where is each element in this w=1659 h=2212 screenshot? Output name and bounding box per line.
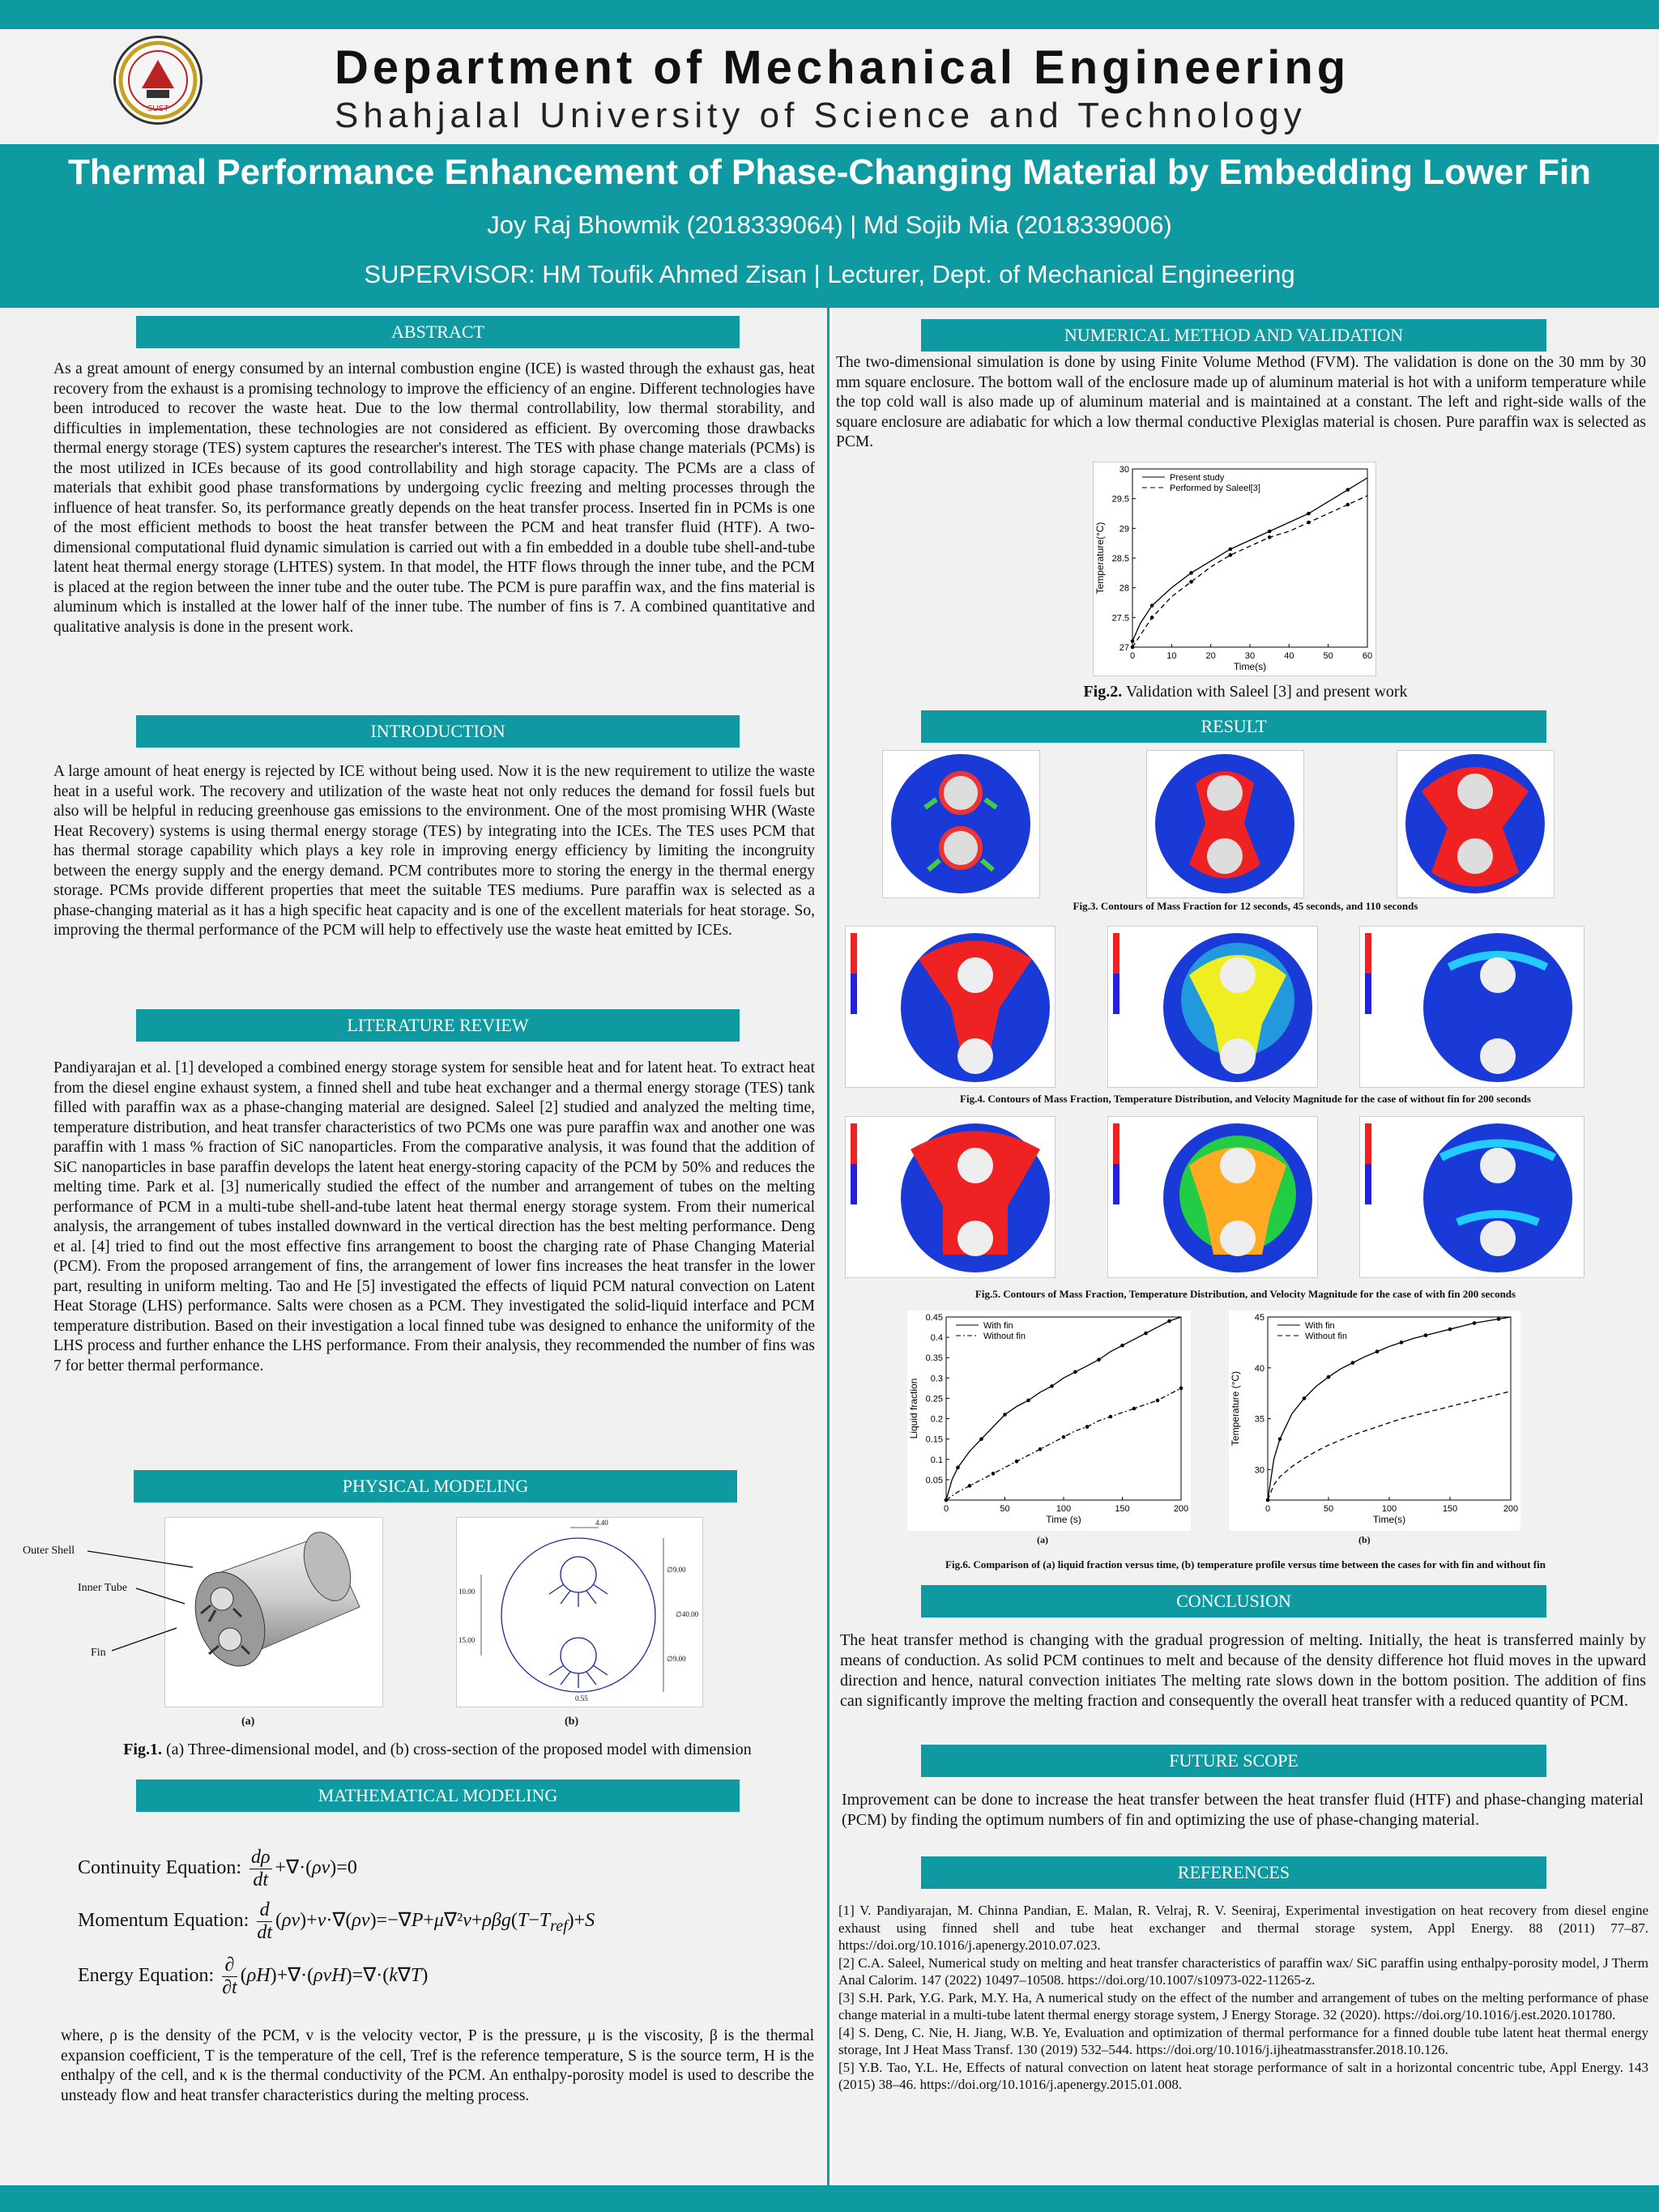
data-point	[1073, 1370, 1077, 1375]
data-point	[1229, 548, 1233, 552]
dim-r2: ∅40.00	[676, 1610, 699, 1618]
label-inner-tube: Inner Tube	[78, 1582, 128, 1594]
bottom-accent-bar	[0, 2185, 1659, 2212]
plot-frame	[1268, 1317, 1511, 1500]
university-logo	[113, 36, 203, 125]
fig5-mass-fraction	[845, 1116, 1056, 1278]
data-point	[1424, 1333, 1428, 1337]
fig3-contour-45s	[1146, 750, 1304, 898]
x-tick-label: 10	[1166, 651, 1177, 661]
fig6a-chart	[907, 1311, 1191, 1531]
x-tick-label: 150	[1115, 1504, 1130, 1514]
fig6a-sublabel: (a)	[1037, 1534, 1048, 1545]
dim-l2: 15.00	[458, 1636, 476, 1644]
references-list	[838, 1902, 1648, 2094]
data-point	[1026, 1399, 1030, 1403]
fig1-caption-label: Fig.1.	[123, 1741, 162, 1758]
fig1-caption	[41, 1741, 834, 1759]
y-tick-label: 0.15	[925, 1434, 943, 1445]
x-tick-label: 0	[1265, 1504, 1271, 1514]
fig3-contour-110s	[1397, 750, 1555, 898]
introduction-text: A large amount of heat energy is rejected by ICE without being used. Now it is the new requirement to utilize the waste heat in a useful work. The recovery and utilization of the waste heat not only reduces the demand for fossil fuels but also will be helpful in reducing greenhouse gas emissions to the environment. One of the most promising WHR (Waste Heat Recovery) systems is using thermal energy storage (TES) by integrating into the ICEs. The TES uses PCM that has thermal storage capability which plays a key role in improving energy efficiency by limiting the incongruity between the energy supply and the energy demand. PCM contributes more to storing the energy in the thermal energy storage. PCMs provide different properties that meet the suitable TES mediums. Pure paraffin wax is selected as a phase-changing material as it has a high specific heat capacity and is one of the excellent materials for heat storage. So, improving the thermal performance of the PCM will help to effectively use the waste heat emitted by ICEs.	[53, 763, 815, 939]
x-axis-label: Time(s)	[1233, 661, 1267, 672]
fig2-chart-panel	[1093, 462, 1376, 676]
legend-label: With fin	[983, 1321, 1013, 1331]
data-point	[1003, 1413, 1007, 1417]
fig5-velocity	[1359, 1116, 1584, 1278]
references-heading: REFERENCES	[921, 1856, 1546, 1889]
data-point	[1131, 646, 1135, 650]
data-point	[1268, 530, 1272, 534]
data-point	[1346, 488, 1350, 492]
legend-label: Without fin	[983, 1332, 1026, 1341]
fig1-caption-text: (a) Three-dimensional model, and (b) cross-section of the proposed model with dimension	[161, 1741, 752, 1758]
y-axis-label: Temperature(°C)	[1094, 522, 1106, 595]
x-tick-label: 20	[1205, 651, 1216, 661]
data-point	[1097, 1357, 1101, 1362]
energy-label: Energy Equation:	[78, 1965, 215, 1987]
label-fin: Fin	[91, 1647, 106, 1659]
fig5-caption: Fig.5. Contours of Mass Fraction, Temperature Distribution, and Velocity Magnitude for the case of with fin 200 seconds	[975, 1288, 1516, 1300]
fig6b-sublabel: (b)	[1358, 1534, 1371, 1545]
y-tick-label: 27.5	[1111, 613, 1129, 624]
x-tick-label: 200	[1503, 1504, 1519, 1514]
top-accent-bar	[0, 0, 1659, 29]
data-point	[1150, 603, 1154, 607]
data-point	[1307, 521, 1311, 525]
data-point	[1497, 1317, 1501, 1321]
reference-item: [1] V. Pandiyarajan, M. Chinna Pandian, E. Malan, R. Velraj, R. V. Seeniraj, Experimental investigation on heat recovery from diesel engine exhaust using finned shell and tube heat exchanger and thermal storage system, Appl Energy. 88 (2011) 77–87. https://doi.org/10.1016/j.apenergy.2010.07.023.	[838, 1903, 1648, 1953]
numerical-text: The two-dimensional simulation is done by using Finite Volume Method (FVM). The validation is done on the 30 mm by 30 mm square enclosure. The bottom wall of the enclosure made up of aluminum material is hot with a uniform temperature while the top cold wall is also made up of aluminum material and is maintained at a constant. The left and right-side walls of the square enclosure are adiabatic for which a low thermal conductive Plexiglas material is chosen. Pure paraffin wax is selected as PCM.	[836, 354, 1646, 450]
data-point	[979, 1437, 983, 1441]
y-tick-label: 30	[1119, 465, 1129, 475]
dim-l1: 10.00	[458, 1588, 476, 1596]
energy-equation: Energy Equation: ∂ ∂t (ρH)+∇·(ρvH)=∇·(k∇T)	[78, 1954, 429, 1998]
x-tick-label: 150	[1442, 1504, 1458, 1514]
y-tick-label: 0.3	[930, 1374, 943, 1384]
data-point	[1473, 1321, 1477, 1325]
y-tick-label: 0.05	[925, 1475, 943, 1485]
right-column	[832, 308, 1659, 2185]
reference-item: [3] S.H. Park, Y.G. Park, M.Y. Ha, A numerical study on the effect of the number and arrangement of tubes on the melting performance of phase change material in a multi-tube latent thermal energy storage system, J Energy Storage. 32 (2020). https://doi.org/10.1016/j.est.2020.101780.	[838, 1989, 1648, 2022]
dim-top: 4.40	[595, 1519, 608, 1527]
data-point	[1346, 503, 1350, 507]
fig6a-chart-panel	[907, 1311, 1191, 1531]
authors: Joy Raj Bhowmik (2018339064) | Md Sojib Mia (2018339006)	[487, 211, 1172, 239]
fig1b-sublabel: (b)	[565, 1715, 579, 1728]
data-point	[968, 1484, 972, 1488]
y-tick-label: 28.5	[1111, 554, 1129, 564]
data-point	[1167, 1319, 1171, 1323]
literature-heading: LITERATURE REVIEW	[136, 1009, 740, 1042]
y-tick-label: 35	[1254, 1414, 1265, 1425]
x-tick-label: 30	[1244, 651, 1256, 661]
y-tick-label: 40	[1254, 1363, 1265, 1374]
university-name: Shahjalal University of Science and Technology	[335, 96, 1307, 135]
fig4-caption: Fig.4. Contours of Mass Fraction, Temperature Distribution, and Velocity Magnitude for the case of without fin for 200 seconds	[960, 1093, 1531, 1105]
fig1b-cross-section	[456, 1517, 703, 1707]
fig1a-leader-lines	[87, 1547, 217, 1660]
x-tick-label: 60	[1362, 651, 1373, 661]
data-point	[1085, 1425, 1090, 1429]
math-heading: MATHEMATICAL MODELING	[136, 1779, 740, 1812]
x-axis-label: Time(s)	[1372, 1514, 1406, 1525]
data-point	[1132, 1407, 1137, 1411]
fig2-caption	[832, 683, 1659, 701]
legend-label: Without fin	[1305, 1332, 1347, 1341]
fig6b-chart	[1229, 1311, 1520, 1531]
department-name: Department of Mechanical Engineering	[335, 41, 1350, 94]
poster-title: Thermal Performance Enhancement of Phase-Changing Material by Embedding Lower Fin	[67, 152, 1592, 192]
y-tick-label: 30	[1254, 1465, 1265, 1476]
series-line-primary	[1132, 478, 1367, 641]
y-tick-label: 45	[1254, 1313, 1265, 1323]
legend-label: With fin	[1305, 1321, 1335, 1331]
fig4-mass-fraction	[845, 926, 1056, 1088]
fig2-caption-label: Fig.2.	[1083, 683, 1123, 701]
x-tick-label: 200	[1173, 1504, 1189, 1514]
y-tick-label: 0.35	[925, 1353, 943, 1364]
data-point	[1351, 1361, 1355, 1365]
introduction-heading: INTRODUCTION	[136, 715, 740, 748]
data-point	[1144, 1332, 1148, 1336]
data-point	[1150, 616, 1154, 620]
data-point	[1109, 1415, 1113, 1419]
data-point	[956, 1466, 960, 1470]
abstract-heading: ABSTRACT	[136, 316, 740, 348]
abstract-text: As a great amount of energy consumed by an internal combustion engine (ICE) is wasted through the exhaust gas, heat recovery from the exhaust is a promising technology to improve the efficiency of an engine. Different technologies have been introduced to recover the waste heat. Due to the low thermal controllability, low thermal storability, and difficulties in implementation, these technologies are not considered as efficient. By overcoming those drawbacks thermal energy storage (TES) system captures the researcher's interest. The TES with phase change materials (PCMs) is the most utilized in ICEs because of its good controllability and high storage capacity. The PCMs are a class of materials that exhibit good phase transformations by undergoing cyclic freezing and melting processes through the influence of heat transfer. So, its performance greatly depends on the heat transfer process. Inserted fin in PCMs is one of the most efficient methods to boost the heat transfer between the PCM and heat transfer fluid (HTF). A two-dimensional computational fluid dynamic simulation is carried out with a fin embedded in a double tube shell-and-tube latent heat thermal energy storage (LHTES) system. In that model, the HTF flows through the inner tube, and the PCM is placed at the region between the inner tube and the outer tube. The PCM is pure paraffin wax, and the fins material is aluminum which is installed at the lower half of the inner tube. The number of fins is 7. A combined quantitative and qualitative analysis is done in the present work.	[53, 360, 815, 636]
data-point	[992, 1472, 996, 1476]
supervisor: SUPERVISOR: HM Toufik Ahmed Zisan | Lecturer, Dept. of Mechanical Engineering	[364, 260, 1295, 288]
series-line-primary	[1268, 1317, 1511, 1500]
x-tick-label: 50	[1323, 1504, 1334, 1514]
fig1a-sublabel: (a)	[241, 1715, 255, 1728]
math-text: where, ρ is the density of the PCM, v is the velocity vector, P is the pressure, μ is the viscosity, β is the thermal expansion coefficient, T is the temperature of the cell, Tref is the reference temperature, S is the source term, H is the enthalpy of the cell, and κ is the thermal conductivity of the PCM. An enthalpy-porosity model is used to describe the unsteady flow and heat transfer characteristics during the melting process.	[61, 2027, 814, 2104]
physical-heading: PHYSICAL MODELING	[134, 1470, 737, 1502]
y-tick-label: 0.2	[930, 1414, 943, 1425]
data-point	[945, 1498, 949, 1502]
fig2-chart	[1094, 462, 1375, 676]
data-point	[1038, 1447, 1043, 1451]
fig3-caption: Fig.3. Contours of Mass Fraction for 12 seconds, 45 seconds, and 110 seconds	[1073, 900, 1418, 912]
y-axis-label: Temperature (°C)	[1230, 1370, 1241, 1447]
conclusion-text: The heat transfer method is changing with the gradual progression of melting. Initially, the heat is transferred mainly by means of conduction. As solid PCM continues to melt and because of the density difference hot fluid moves in the upward direction and hence, natural convection initiates The melting rate slows down in the bottom position. The addition of fins can significantly improve the melting fraction and consequently the overall heat transfer with a reduced quantity of PCM.	[840, 1631, 1646, 1710]
reference-item: [2] C.A. Saleel, Numerical study on melting and heat transfer characteristics of paraffin wax/ SiC paraffin using enthalpy-porosity model, J Therm Anal Calorim. 147 (2022) 10497–10508. https://doi.org/10.1007/s10973-022-11265-z.	[838, 1954, 1648, 1988]
series-line-primary	[946, 1317, 1181, 1500]
fig4-velocity	[1359, 926, 1584, 1088]
data-point	[1268, 535, 1272, 539]
reference-item: [4] S. Deng, C. Nie, H. Jiang, W.B. Ye, Evaluation and optimization of thermal performance for a finned double tube latent heat thermal energy storage, Int J Heat Mass Transf. 130 (2019) 532–544. https://doi.org/10.1016/j.ijheatmasstransfer.2018.10.126.	[838, 2024, 1648, 2057]
y-tick-label: 0.45	[925, 1313, 943, 1323]
fig6b-chart-panel	[1229, 1311, 1520, 1531]
numerical-heading: NUMERICAL METHOD AND VALIDATION	[921, 319, 1546, 352]
data-point	[1303, 1396, 1307, 1400]
fig2-caption-text: Validation with Saleel [3] and present work	[1122, 683, 1408, 701]
series-line-secondary	[1132, 496, 1367, 647]
continuity-equation: Continuity Equation: $\frac{d\rho}{dt}$ +∇·(ρv)=0	[78, 1847, 357, 1890]
momentum-label: Momentum Equation:	[78, 1910, 249, 1932]
left-column	[0, 308, 830, 2185]
y-tick-label: 29	[1119, 524, 1129, 535]
logo-text: SUST	[147, 104, 169, 113]
reference-item: [5] Y.B. Tao, Y.L. He, Effects of natural convection on latent heat storage performance of salt in a horizontal concentric tube, Appl Energy. 143 (2015) 38–46. https://doi.org/10.1016/j.apenergy.2015.01.008.	[838, 2059, 1648, 2092]
legend-label: Present study	[1170, 473, 1225, 483]
fig6-caption: Fig.6. Comparison of (a) liquid fraction versus time, (b) temperature profile versus time between the cases for with fin and without fin	[945, 1558, 1546, 1571]
x-tick-label: 0	[1129, 651, 1136, 661]
data-point	[1156, 1399, 1160, 1403]
y-tick-label: 0.4	[930, 1333, 943, 1344]
data-point	[1278, 1437, 1282, 1441]
momentum-equation: Momentum Equation: $\frac{d}{dt}$ $(\rho v)+v\cdot\nabla(\rho v)=-\nabla P+\mu\nabla^2v+\rho\beta g(T-T_{ref})+S$	[78, 1899, 595, 1943]
y-tick-label: 27	[1119, 643, 1129, 653]
dim-bot: 0.55	[575, 1694, 588, 1703]
plot-frame	[946, 1317, 1181, 1500]
legend-label: Performed by Saleel[3]	[1170, 484, 1260, 493]
y-tick-label: 28	[1119, 583, 1129, 594]
x-tick-label: 50	[1000, 1504, 1010, 1514]
x-tick-label: 40	[1284, 651, 1294, 661]
data-point	[1015, 1460, 1019, 1464]
data-point	[1189, 580, 1193, 584]
data-point	[1400, 1340, 1404, 1345]
x-axis-label: Time (s)	[1046, 1514, 1081, 1525]
label-outer-shell: Outer Shell	[23, 1545, 75, 1557]
data-point	[1448, 1328, 1452, 1332]
fig4-temperature	[1107, 926, 1318, 1088]
data-point	[1120, 1344, 1124, 1348]
future-heading: FUTURE SCOPE	[921, 1745, 1546, 1777]
x-tick-label: 100	[1381, 1504, 1397, 1514]
conclusion-heading: CONCLUSION	[921, 1585, 1546, 1617]
literature-text: Pandiyarajan et al. [1] developed a combined energy storage system for sensible heat and for latent heat. To extract heat from the diesel engine exhaust system, a finned shell and tube heat exchanger and a thermal energy storage (TES) tank filled with paraffin wax as a phase-changing material are designed. Saleel [2] studied and analyzed the melting time, temperature distribution, and heat transfer characteristics of two PCMs one was pure paraffin wax and another one was paraffin with 1 mass % fraction of SiC nanoparticles. From the comparative analysis, it was found that the addition of SiC nanoparticles in base paraffin develops the latent heat energy-storing capacity of the PCM by 50% and reduces the melting time. Park et al. [3] numerically studied the effect of the number and arrangement of tubes on the melting performance of PCM in a multi-tube shell-and-tube latent heat thermal energy storage system. From their numerical analysis, the arrangement of tubes installed downward in the vertical direction has the best melting performance. Deng et al. [4] tried to find out the most effective fins arrangement to boost the charging rate of Phase Changing Material (PCM). From the proposed arrangement of fins, the arrangement of lower fins increases the heat transfer in the lower part, resulting in uniform melting. Tao and He [5] investigated the effects of liquid PCM natural convection on Latent Heat Storage (LHS) performance. Salts were chosen as a PCM. They investigated the solid-liquid interface and PCM temperature distribution. Based on their investigation a local finned tube was designed to enhance the uniformity of the LHS process and further enhance the LHS performance. From their analysis, they recommended the number of fins was 7 for better thermal performance.	[53, 1059, 815, 1375]
y-tick-label: 0.25	[925, 1394, 943, 1404]
title-band	[0, 144, 1659, 308]
data-point	[1131, 639, 1135, 643]
x-tick-label: 50	[1323, 651, 1333, 661]
result-heading: RESULT	[921, 710, 1546, 743]
data-point	[1062, 1435, 1066, 1439]
dim-r3: ∅9.00	[667, 1655, 686, 1663]
fig3-contour-12s	[882, 750, 1040, 898]
data-point	[1189, 571, 1193, 575]
dim-r1: ∅9.00	[667, 1566, 686, 1574]
data-point	[1327, 1375, 1331, 1379]
x-tick-label: 100	[1056, 1504, 1072, 1514]
fig5-temperature	[1107, 1116, 1318, 1278]
data-point	[1229, 553, 1233, 557]
data-point	[1179, 1387, 1183, 1391]
series-line-secondary	[946, 1388, 1181, 1500]
y-axis-label: Liquid fraction	[908, 1378, 919, 1439]
series-line-secondary	[1268, 1392, 1511, 1500]
plot-frame	[1132, 469, 1367, 647]
y-tick-label: 29.5	[1111, 494, 1129, 505]
y-tick-label: 0.1	[930, 1455, 943, 1465]
data-point	[1307, 512, 1311, 516]
continuity-label: Continuity Equation:	[78, 1857, 241, 1879]
x-tick-label: 0	[943, 1504, 949, 1514]
data-point	[1375, 1349, 1380, 1353]
future-text: Improvement can be done to increase the heat transfer between the heat transfer fluid (HTF) and phase-changing material (PCM) by finding the optimum numbers of fin and optimizing the use of phase-changing material.	[842, 1791, 1644, 1829]
data-point	[1050, 1384, 1054, 1388]
